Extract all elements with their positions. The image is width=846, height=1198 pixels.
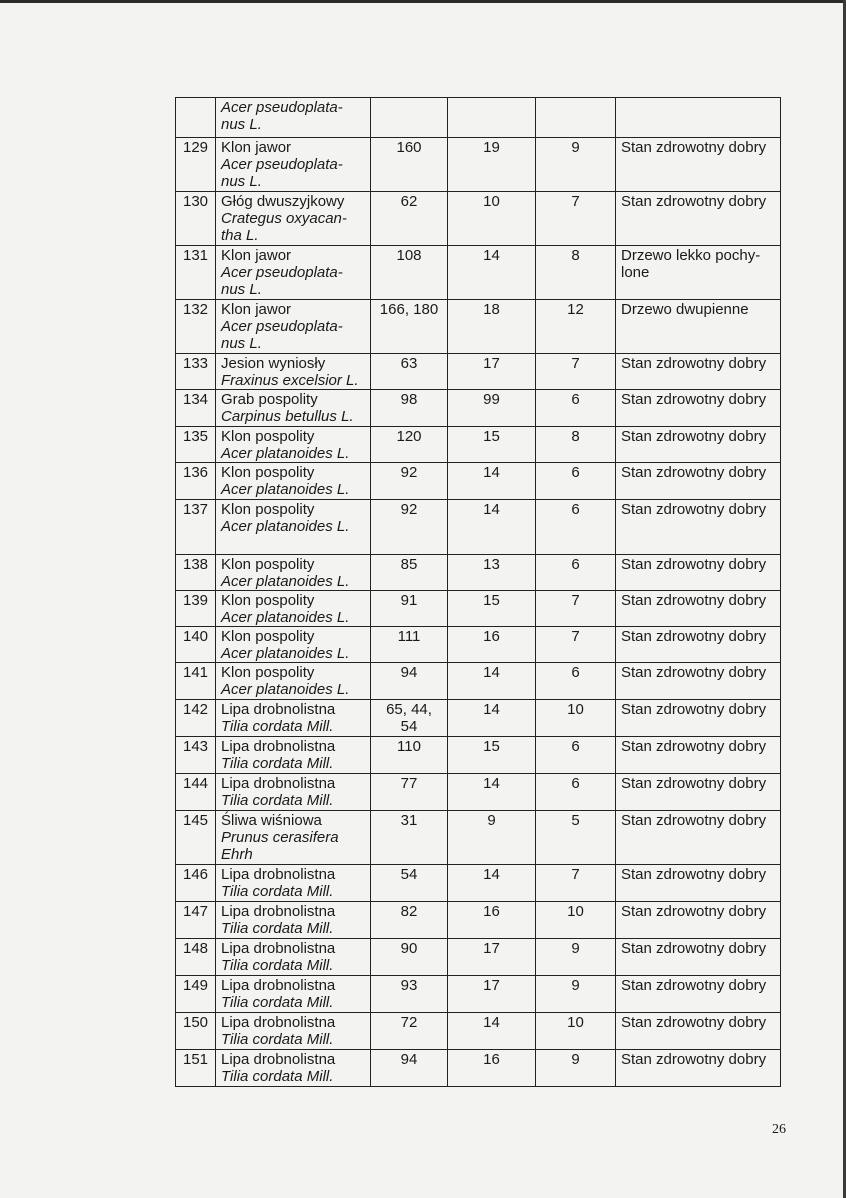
cell-number: 136 — [176, 463, 216, 500]
cell-circumference: 31 — [371, 811, 448, 865]
table-row — [176, 700, 781, 737]
cell-circumference: 94 — [371, 1050, 448, 1087]
cell-crown: 7 — [536, 627, 616, 663]
cell-number: 142 — [176, 700, 216, 737]
species-polish-name: Lipa drobnolistna — [221, 775, 336, 792]
cell-condition: Stan zdrowotny dobry — [616, 774, 781, 811]
table-row — [176, 1050, 781, 1087]
cell-height: 17 — [448, 939, 536, 976]
species-latin-name: Acer pseudoplata-nus L. — [221, 99, 343, 133]
cell-species — [216, 663, 371, 700]
cell-height: 14 — [448, 246, 536, 300]
cell-species — [216, 811, 371, 865]
cell-crown: 9 — [536, 138, 616, 192]
species-polish-name: Klon pospolity — [221, 664, 315, 681]
table-body — [176, 98, 781, 1087]
species-latin-name: Tilia cordata Mill. — [221, 994, 334, 1011]
cell-height: 15 — [448, 427, 536, 463]
table-row — [176, 774, 781, 811]
cell-height: 18 — [448, 300, 536, 354]
species-polish-name: Klon pospolity — [221, 428, 315, 445]
species-latin-name: Tilia cordata Mill. — [221, 792, 334, 809]
cell-crown: 6 — [536, 774, 616, 811]
cell-condition: Stan zdrowotny dobry — [616, 976, 781, 1013]
cell-number: 147 — [176, 902, 216, 939]
cell-circumference: 63 — [371, 354, 448, 390]
cell-crown: 7 — [536, 591, 616, 627]
cell-condition: Stan zdrowotny dobry — [616, 390, 781, 427]
cell-number: 141 — [176, 663, 216, 700]
cell-crown: 5 — [536, 811, 616, 865]
cell-number: 133 — [176, 354, 216, 390]
species-polish-name: Głóg dwuszyjkowy — [221, 193, 345, 210]
cell-number: 137 — [176, 500, 216, 555]
table-row — [176, 192, 781, 246]
cell-circumference: 98 — [371, 390, 448, 427]
species-latin-name: Acer platanoides L. — [221, 609, 350, 626]
cell-number: 150 — [176, 1013, 216, 1050]
cell-crown: 6 — [536, 737, 616, 774]
species-polish-name: Klon pospolity — [221, 464, 315, 481]
cell-species — [216, 865, 371, 902]
cell-condition: Stan zdrowotny dobry — [616, 865, 781, 902]
species-polish-name: Klon pospolity — [221, 592, 315, 609]
species-latin-name: Tilia cordata Mill. — [221, 883, 334, 900]
cell-species — [216, 427, 371, 463]
table-row — [176, 1013, 781, 1050]
cell-crown: 9 — [536, 1050, 616, 1087]
cell-height: 17 — [448, 976, 536, 1013]
cell-condition: Stan zdrowotny dobry — [616, 138, 781, 192]
cell-number: 129 — [176, 138, 216, 192]
cell-circumference: 120 — [371, 427, 448, 463]
cell-circumference: 160 — [371, 138, 448, 192]
cell-height: 14 — [448, 865, 536, 902]
cell-crown — [536, 98, 616, 138]
table-row — [176, 390, 781, 427]
species-polish-name: Lipa drobnolistna — [221, 903, 336, 920]
cell-species — [216, 390, 371, 427]
species-latin-name: Carpinus betullus L. — [221, 408, 354, 425]
cell-number: 139 — [176, 591, 216, 627]
cell-crown: 8 — [536, 427, 616, 463]
cell-height: 17 — [448, 354, 536, 390]
cell-number: 145 — [176, 811, 216, 865]
species-polish-name: Lipa drobnolistna — [221, 738, 336, 755]
cell-crown: 6 — [536, 500, 616, 555]
species-polish-name: Jesion wyniosły — [221, 355, 326, 372]
cell-circumference: 111 — [371, 627, 448, 663]
page-top-edge — [0, 0, 846, 3]
cell-condition: Stan zdrowotny dobry — [616, 1013, 781, 1050]
cell-species — [216, 98, 371, 138]
species-polish-name: Lipa drobnolistna — [221, 940, 336, 957]
cell-height: 19 — [448, 138, 536, 192]
species-latin-name: Fraxinus excelsior L. — [221, 372, 359, 389]
cell-crown: 8 — [536, 246, 616, 300]
cell-circumference: 82 — [371, 902, 448, 939]
cell-circumference — [371, 98, 448, 138]
species-polish-name: Klon pospolity — [221, 628, 315, 645]
cell-circumference: 166, 180 — [371, 300, 448, 354]
cell-number: 140 — [176, 627, 216, 663]
cell-crown: 12 — [536, 300, 616, 354]
species-latin-name: Acer pseudoplata-nus L. — [221, 318, 343, 352]
cell-number: 138 — [176, 555, 216, 591]
cell-number: 135 — [176, 427, 216, 463]
species-polish-name: Klon jawor — [221, 139, 292, 156]
cell-condition: Drzewo lekko pochy-lone — [616, 246, 781, 300]
species-polish-name: Lipa drobnolistna — [221, 1014, 336, 1031]
cell-height: 9 — [448, 811, 536, 865]
cell-circumference: 92 — [371, 500, 448, 555]
cell-height: 14 — [448, 500, 536, 555]
species-polish-name: Grab pospolity — [221, 391, 318, 408]
cell-circumference: 72 — [371, 1013, 448, 1050]
cell-number: 134 — [176, 390, 216, 427]
cell-species — [216, 1050, 371, 1087]
table-row — [176, 663, 781, 700]
species-latin-name: Acer platanoides L. — [221, 573, 350, 590]
cell-species — [216, 902, 371, 939]
cell-condition: Stan zdrowotny dobry — [616, 737, 781, 774]
cell-circumference: 91 — [371, 591, 448, 627]
cell-species — [216, 737, 371, 774]
species-latin-name: Crategus oxyacan-tha L. — [221, 210, 347, 244]
species-polish-name: Lipa drobnolistna — [221, 1051, 336, 1068]
cell-height: 15 — [448, 737, 536, 774]
species-latin-name: Tilia cordata Mill. — [221, 957, 334, 974]
table-row — [176, 300, 781, 354]
cell-crown: 10 — [536, 1013, 616, 1050]
table-row — [176, 939, 781, 976]
cell-height: 14 — [448, 463, 536, 500]
cell-species — [216, 939, 371, 976]
table-row — [176, 737, 781, 774]
cell-condition: Stan zdrowotny dobry — [616, 427, 781, 463]
table-row — [176, 246, 781, 300]
cell-species — [216, 300, 371, 354]
species-polish-name: Klon pospolity — [221, 501, 315, 518]
tree-inventory-table — [175, 97, 781, 1087]
table-row — [176, 591, 781, 627]
species-polish-name: Lipa drobnolistna — [221, 977, 336, 994]
cell-condition: Stan zdrowotny dobry — [616, 1050, 781, 1087]
cell-circumference: 65, 44, 54 — [371, 700, 448, 737]
cell-condition: Stan zdrowotny dobry — [616, 463, 781, 500]
cell-condition: Stan zdrowotny dobry — [616, 591, 781, 627]
cell-circumference: 77 — [371, 774, 448, 811]
species-polish-name: Klon pospolity — [221, 556, 315, 573]
cell-species — [216, 555, 371, 591]
cell-condition: Stan zdrowotny dobry — [616, 700, 781, 737]
cell-species — [216, 463, 371, 500]
cell-number: 149 — [176, 976, 216, 1013]
cell-crown: 9 — [536, 976, 616, 1013]
cell-circumference: 93 — [371, 976, 448, 1013]
page-number: 26 — [772, 1122, 786, 1137]
table-row — [176, 627, 781, 663]
species-polish-name: Klon jawor — [221, 247, 292, 264]
cell-circumference: 108 — [371, 246, 448, 300]
cell-crown: 6 — [536, 390, 616, 427]
cell-condition: Stan zdrowotny dobry — [616, 939, 781, 976]
cell-crown: 10 — [536, 700, 616, 737]
table-row — [176, 902, 781, 939]
cell-species — [216, 138, 371, 192]
cell-condition: Stan zdrowotny dobry — [616, 902, 781, 939]
species-latin-name: Prunus cerasifera Ehrh — [221, 829, 339, 863]
cell-species — [216, 246, 371, 300]
cell-species — [216, 627, 371, 663]
species-latin-name: Acer platanoides L. — [221, 681, 350, 698]
cell-circumference: 110 — [371, 737, 448, 774]
species-latin-name: Acer platanoides L. — [221, 645, 350, 662]
cell-species — [216, 591, 371, 627]
cell-height: 14 — [448, 700, 536, 737]
cell-crown: 9 — [536, 939, 616, 976]
cell-circumference: 54 — [371, 865, 448, 902]
cell-height: 16 — [448, 627, 536, 663]
cell-number: 143 — [176, 737, 216, 774]
table-row — [176, 427, 781, 463]
species-latin-name: Acer pseudoplata-nus L. — [221, 264, 343, 298]
cell-species — [216, 700, 371, 737]
table-row — [176, 976, 781, 1013]
cell-condition: Stan zdrowotny dobry — [616, 354, 781, 390]
cell-height: 14 — [448, 1013, 536, 1050]
table-row — [176, 463, 781, 500]
cell-condition: Stan zdrowotny dobry — [616, 663, 781, 700]
table-row — [176, 865, 781, 902]
cell-circumference: 94 — [371, 663, 448, 700]
cell-species — [216, 354, 371, 390]
cell-crown: 7 — [536, 192, 616, 246]
cell-circumference: 85 — [371, 555, 448, 591]
cell-crown: 6 — [536, 463, 616, 500]
table-row — [176, 811, 781, 865]
cell-height: 15 — [448, 591, 536, 627]
species-latin-name: Acer platanoides L. — [221, 481, 350, 498]
cell-circumference: 90 — [371, 939, 448, 976]
cell-condition: Stan zdrowotny dobry — [616, 500, 781, 555]
species-latin-name: Acer platanoides L. — [221, 518, 350, 535]
cell-species — [216, 976, 371, 1013]
cell-crown: 7 — [536, 865, 616, 902]
cell-condition: Stan zdrowotny dobry — [616, 811, 781, 865]
species-latin-name: Tilia cordata Mill. — [221, 718, 334, 735]
cell-number: 130 — [176, 192, 216, 246]
table-row — [176, 500, 781, 555]
cell-condition: Drzewo dwupienne — [616, 300, 781, 354]
species-polish-name: Lipa drobnolistna — [221, 866, 336, 883]
species-polish-name: Śliwa wiśniowa — [221, 812, 322, 829]
cell-height: 16 — [448, 1050, 536, 1087]
table-row — [176, 98, 781, 138]
cell-height: 14 — [448, 663, 536, 700]
species-latin-name: Tilia cordata Mill. — [221, 755, 334, 772]
cell-condition: Stan zdrowotny dobry — [616, 192, 781, 246]
species-latin-name: Tilia cordata Mill. — [221, 1068, 334, 1085]
cell-height: 16 — [448, 902, 536, 939]
cell-crown: 6 — [536, 663, 616, 700]
cell-species — [216, 500, 371, 555]
cell-height: 10 — [448, 192, 536, 246]
cell-condition: Stan zdrowotny dobry — [616, 555, 781, 591]
cell-height — [448, 98, 536, 138]
species-polish-name: Lipa drobnolistna — [221, 701, 336, 718]
cell-condition: Stan zdrowotny dobry — [616, 627, 781, 663]
cell-height: 13 — [448, 555, 536, 591]
cell-circumference: 62 — [371, 192, 448, 246]
cell-height: 99 — [448, 390, 536, 427]
cell-crown: 6 — [536, 555, 616, 591]
cell-number: 146 — [176, 865, 216, 902]
cell-number: 132 — [176, 300, 216, 354]
table-row — [176, 555, 781, 591]
cell-crown: 7 — [536, 354, 616, 390]
cell-species — [216, 192, 371, 246]
species-latin-name: Tilia cordata Mill. — [221, 1031, 334, 1048]
cell-circumference: 92 — [371, 463, 448, 500]
cell-number: 144 — [176, 774, 216, 811]
cell-species — [216, 1013, 371, 1050]
cell-number: 131 — [176, 246, 216, 300]
species-latin-name: Acer platanoides L. — [221, 445, 350, 462]
table-row — [176, 138, 781, 192]
cell-condition — [616, 98, 781, 138]
cell-height: 14 — [448, 774, 536, 811]
table-row — [176, 354, 781, 390]
cell-crown: 10 — [536, 902, 616, 939]
cell-number: 151 — [176, 1050, 216, 1087]
cell-species — [216, 774, 371, 811]
cell-number: 148 — [176, 939, 216, 976]
cell-number — [176, 98, 216, 138]
species-latin-name: Tilia cordata Mill. — [221, 920, 334, 937]
species-latin-name: Acer pseudoplata-nus L. — [221, 156, 343, 190]
species-polish-name: Klon jawor — [221, 301, 292, 318]
